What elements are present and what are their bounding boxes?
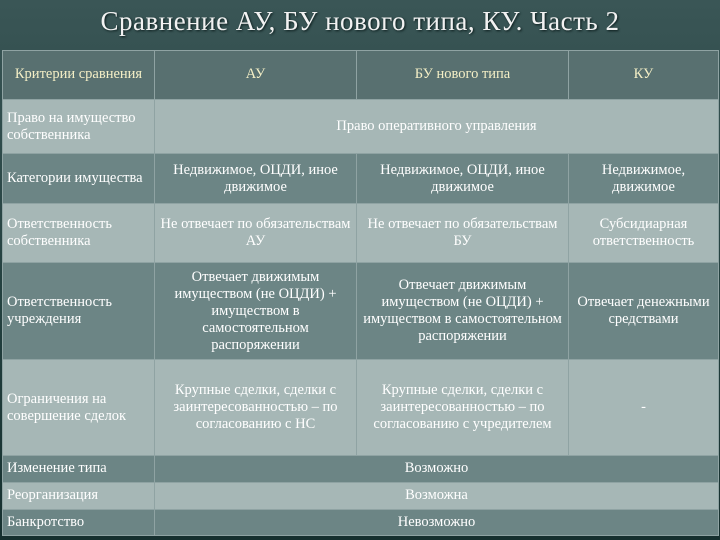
row-label-owner-liability: Ответственность собственника	[3, 204, 155, 263]
cell-institution-liability-bu: Отвечает движимым имуществом (не ОЦДИ) + имуществом в самостоятельном распоряжении	[357, 263, 569, 360]
comparison-table	[2, 50, 719, 536]
row-label-category: Категории имущества	[3, 154, 155, 204]
cell-institution-liability-au: Отвечает движимым имуществом (не ОЦДИ) + имуществом в самостоятельном распоряжении	[155, 263, 357, 360]
header-au: АУ	[155, 51, 357, 100]
cell-owner-liability-au: Не отвечает по обязательствам АУ	[155, 204, 357, 263]
cell-type-change-merged: Возможно	[155, 455, 719, 482]
cell-deals-ku: -	[569, 360, 719, 455]
cell-institution-liability-ku: Отвечает денежными средствами	[569, 263, 719, 360]
cell-reorganization-merged: Возможна	[155, 483, 719, 509]
header-bu: БУ нового типа	[357, 51, 569, 100]
row-label-bankruptcy: Банкротство	[3, 509, 155, 535]
table-row-deals	[3, 360, 719, 455]
row-label-institution-liability: Ответственность учреждения	[3, 263, 155, 360]
cell-bankruptcy-merged: Невозможно	[155, 509, 719, 535]
cell-category-ku: Недвижимое, движимое	[569, 154, 719, 204]
cell-property-merged: Право оперативного управления	[155, 99, 719, 154]
row-label-type-change: Изменение типа	[3, 455, 155, 482]
table-row-property	[3, 99, 719, 154]
table-row-bankruptcy	[3, 509, 719, 535]
row-label-property: Право на имущество собственника	[3, 99, 155, 154]
header-criteria: Критерии сравнения	[3, 51, 155, 100]
cell-owner-liability-ku: Субсидиарная ответственность	[569, 204, 719, 263]
row-label-reorganization: Реорганизация	[3, 483, 155, 509]
cell-deals-au: Крупные сделки, сделки с заинтересованностью – по согласованию с НС	[155, 360, 357, 455]
cell-deals-bu: Крупные сделки, сделки с заинтересованностью – по согласованию с учредителем	[357, 360, 569, 455]
slide-title: Сравнение АУ, БУ нового типа, КУ. Часть 2	[100, 6, 620, 36]
cell-owner-liability-bu: Не отвечает по обязательствам БУ	[357, 204, 569, 263]
header-row	[3, 51, 719, 100]
cell-category-au: Недвижимое, ОЦДИ, иное движимое	[155, 154, 357, 204]
table-row-type-change	[3, 455, 719, 482]
row-label-deals: Ограничения на совершение сделок	[3, 360, 155, 455]
table-row-owner-liability	[3, 204, 719, 263]
header-ku: КУ	[569, 51, 719, 100]
table-row-reorganization	[3, 483, 719, 509]
cell-category-bu: Недвижимое, ОЦДИ, иное движимое	[357, 154, 569, 204]
table-row-institution-liability	[3, 263, 719, 360]
table-row-category	[3, 154, 719, 204]
